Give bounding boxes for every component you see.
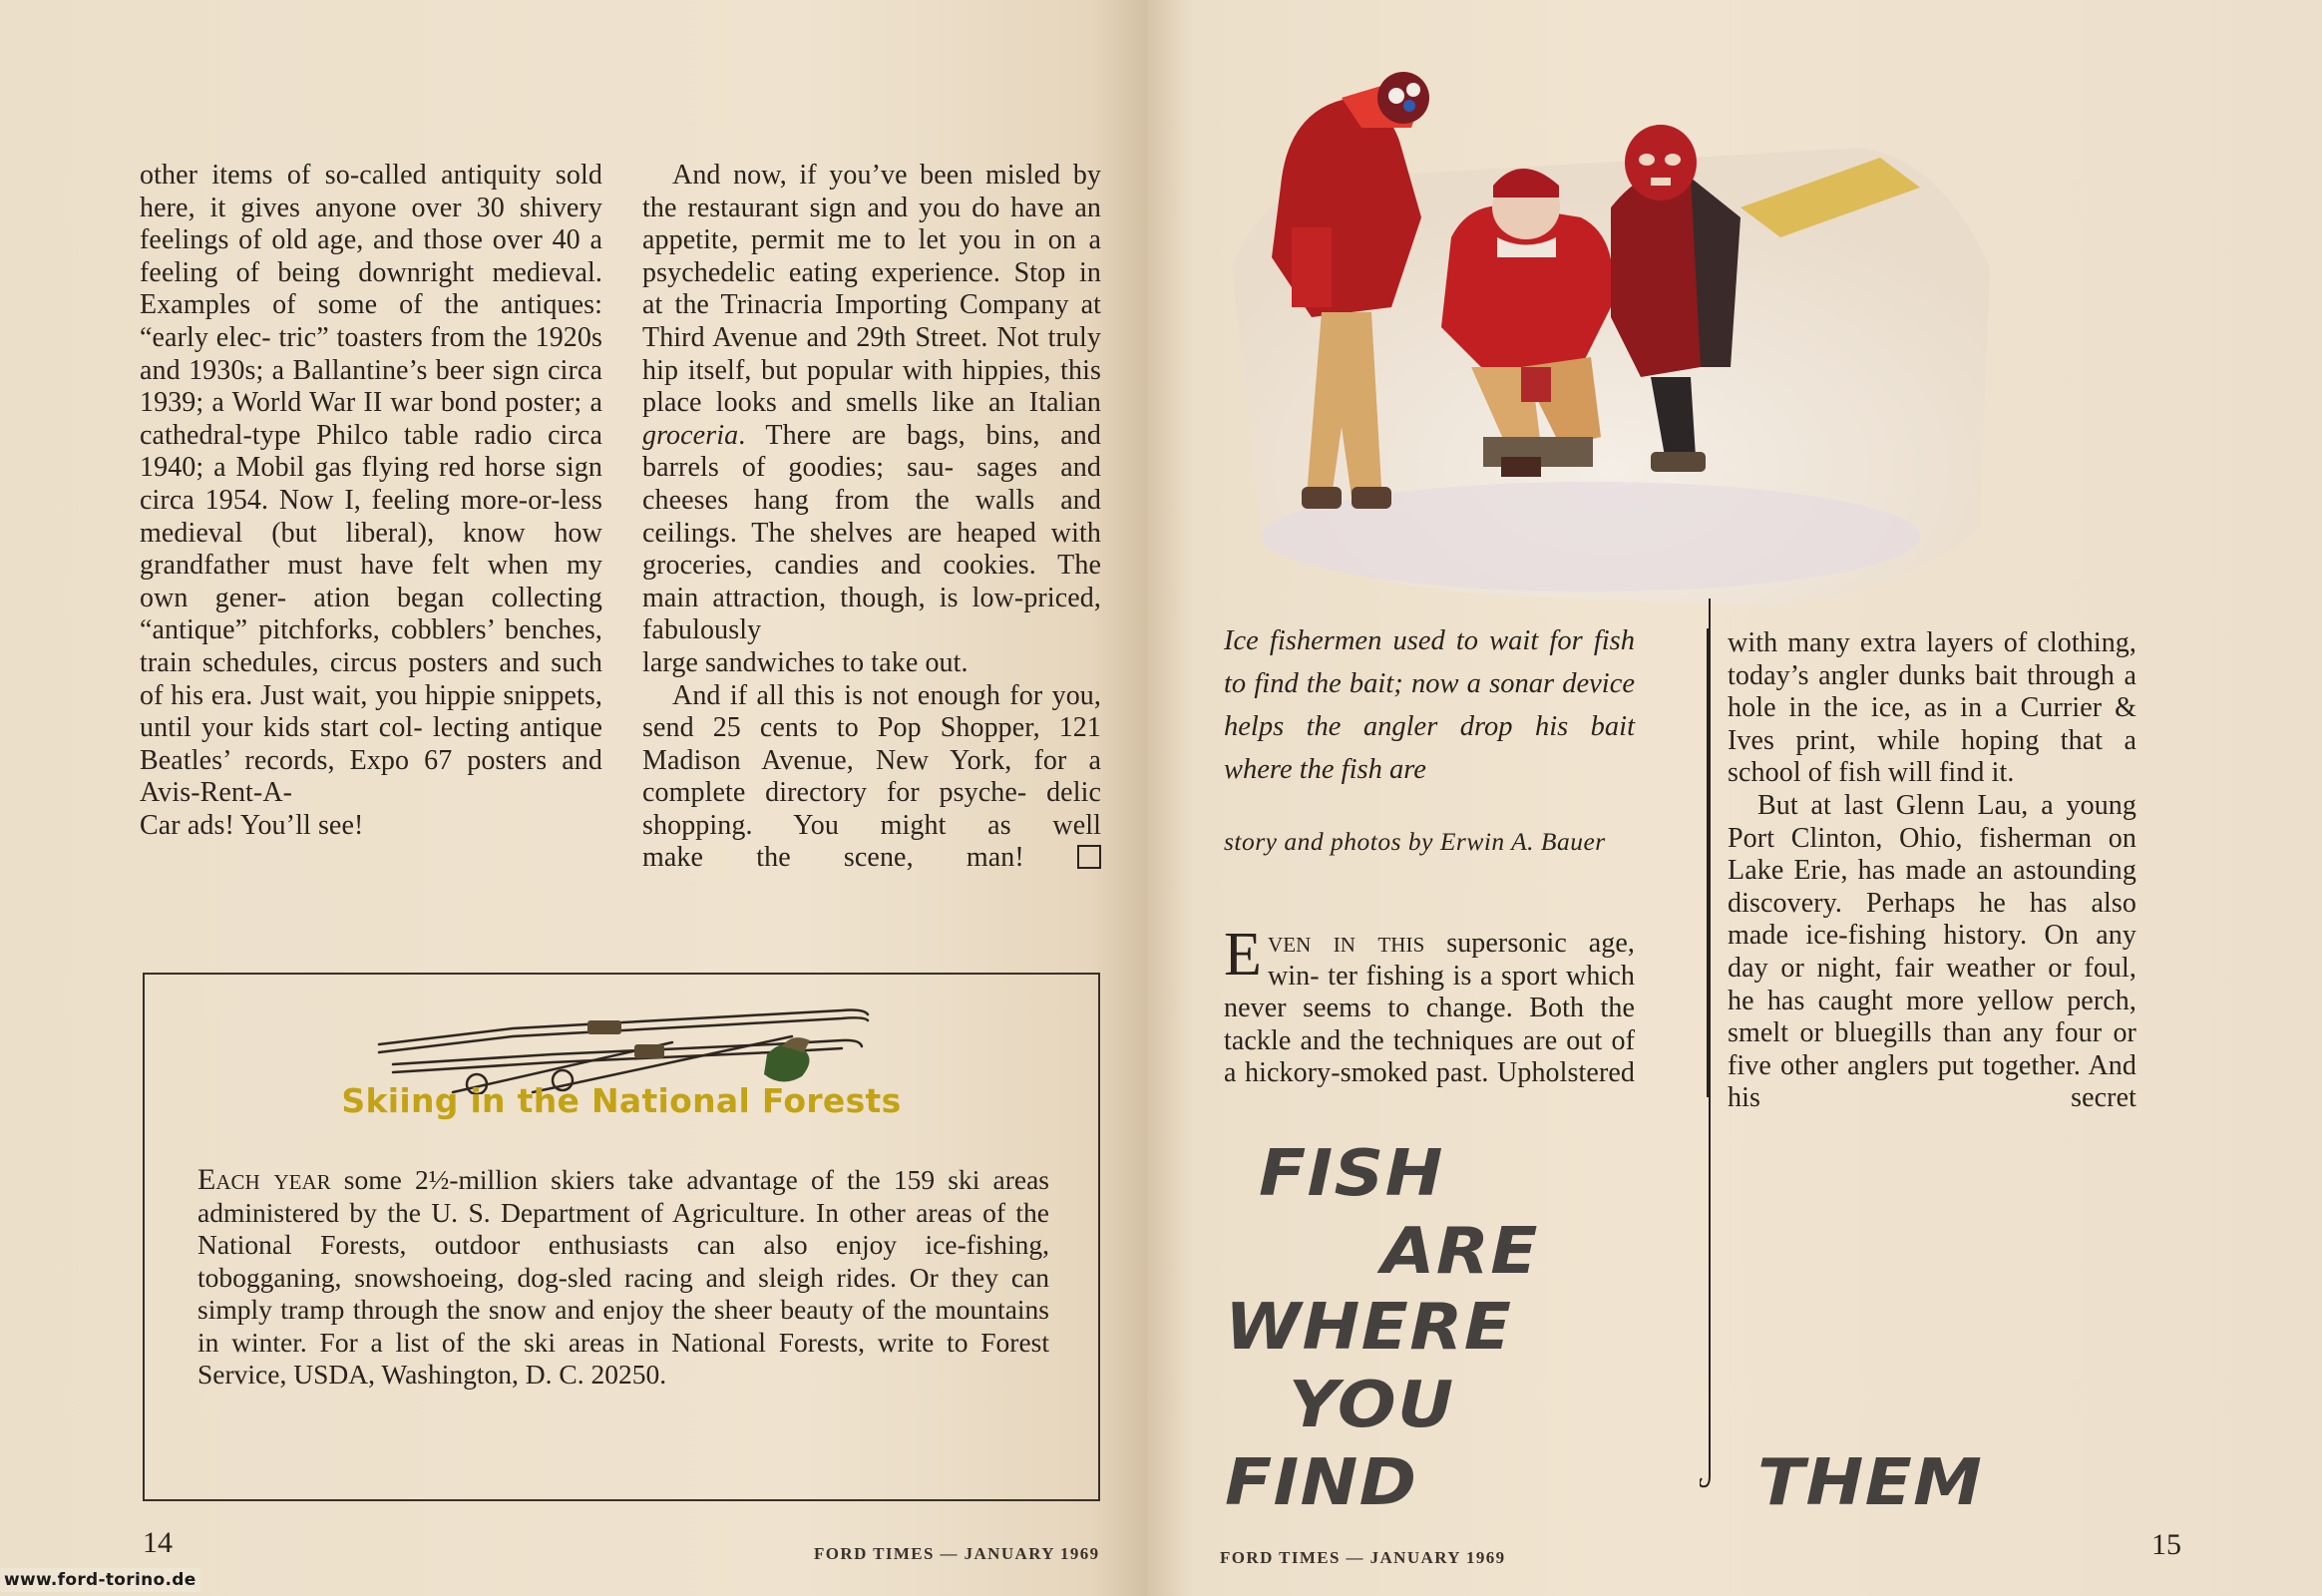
end-of-article-mark (1077, 845, 1101, 869)
text-line: Port Clinton, Ohio, fisherman on (1728, 822, 2136, 854)
text-line: sold here, it gives anyone over 30 (140, 160, 602, 223)
drop-cap: E (1224, 921, 1262, 989)
text-line: snippets, until your kids start col- (140, 679, 602, 744)
text-line: Importing Company at Third (642, 289, 1101, 353)
text-line: discovery. Perhaps he has also made (1728, 887, 2136, 952)
text-line: you, send 25 cents to Pop Shopper, (642, 679, 1101, 744)
intro-paragraph (1224, 921, 1635, 1090)
right-page (1147, 0, 2322, 1596)
text-line: schedules, circus posters and such (201, 646, 602, 678)
footer-left: FORD TIMES — JANUARY 1969 (814, 1544, 1100, 1563)
sidebar-lead: Each year (197, 1163, 331, 1196)
column-2-paragraph-1 (642, 160, 1101, 647)
text-line: for a complete directory for psyche- (642, 744, 1102, 809)
text-line: night, fair weather or foul, he has (1728, 952, 2136, 1016)
text-line: walls and ceilings. The shelves are (642, 484, 1101, 549)
caption-line: Ice fishermen used to wait for fish (1224, 625, 1635, 656)
byline: story and photos by Erwin A. Bauer (1224, 827, 1606, 856)
left-column-2 (642, 160, 1101, 875)
text-line: hole in the ice, as in a Currier & (1728, 692, 2136, 724)
text-line: tric” toasters from the 1920s and (140, 321, 603, 386)
text-line: 1930s; a Ballantine’s beer sign circa (189, 354, 602, 386)
text-line: And now, if you’ve been misled (672, 160, 1061, 191)
text-line: you in on a psychedelic eating (642, 224, 1101, 288)
text-line: bins, and barrels of goodies; sau- (642, 419, 1101, 484)
text-line: supersonic age, win- (1267, 928, 1635, 992)
text-line: cookies. The main attraction, (642, 550, 1101, 613)
ice-fishermen-photo (1222, 68, 1990, 626)
intro-smallcaps: ven in this (1267, 926, 1425, 959)
closing-line (642, 842, 1101, 875)
caption-line: to find the bait; now a sonar device (1224, 668, 1635, 699)
text-line: of his era. Just wait, you hippie (140, 679, 496, 711)
title-word-you: YOU (1289, 1369, 1455, 1442)
text-line: Italian (1028, 387, 1102, 419)
text-line: lecting antique Beatles’ records, (140, 712, 602, 776)
text-line: school of fish will find it. (1728, 757, 2015, 789)
fishing-line-with-hook (1700, 598, 1720, 1496)
text-line: hip itself, but popular with hippies, (642, 354, 1051, 386)
italic-word: groceria (642, 419, 739, 451)
text-line: Avenue and 29th Street. Not truly (712, 321, 1102, 353)
text-line: by the restaurant sign and you do (642, 160, 1102, 223)
text-line: Ives print, while hoping that a (1728, 724, 2136, 756)
text-line: some of the antiques: “early elec- (140, 289, 602, 353)
title-word-where: WHERE (1225, 1291, 1513, 1365)
text-line: today’s angler dunks bait through a (1728, 659, 2136, 691)
text-line: And if all this is not enough for (672, 679, 1043, 711)
caption-line: where the fish are (1224, 754, 1426, 785)
text-line: Lake Erie, has made an astounding (1728, 855, 2136, 887)
text-line: bluegills than any four or five other (1728, 1017, 2136, 1081)
text-line: have an appetite, permit me to let (642, 192, 1101, 256)
text-line: Car ads! You’ll see! (140, 809, 364, 841)
website-watermark[interactable]: www.ford-torino.de (0, 1568, 200, 1592)
text-line: radio circa 1940; a Mobil gas flying (140, 419, 602, 484)
text-line: anglers put together. And his secret (1728, 1049, 2136, 1114)
text-line: heaped with groceries, candies and (642, 517, 1101, 582)
page-number-right: 15 (2151, 1528, 2181, 1561)
text-line: though, is low-priced, fabulously (642, 582, 1101, 646)
text-line: poster; a cathedral-type Philco table (140, 387, 602, 451)
text-line: ation began collecting “antique” (140, 582, 602, 646)
skiing-sidebar-box (143, 973, 1100, 1501)
right-column-paragraph-1 (1728, 627, 2136, 757)
right-column-paragraph-2 (1728, 790, 2136, 1115)
text-line: never seems to change. Both the (1224, 993, 1635, 1024)
title-word-are: ARE (1381, 1215, 1539, 1289)
right-column (1728, 627, 2136, 1115)
text-line: 121 Madison Avenue, New York, (642, 712, 1101, 776)
photo-caption (1224, 619, 1635, 791)
title-word-fish: FISH (1259, 1137, 1444, 1211)
text-line: pitchforks, cobblers’ benches, train (140, 614, 602, 678)
title-word-find: FIND (1225, 1446, 1418, 1520)
sidebar-title: Skiing in the National Forests (341, 1081, 902, 1120)
text-line: experience. Stop in at the Trinacria (642, 256, 1101, 321)
text-line: Expo 67 posters and Avis-Rent-A- (140, 744, 602, 809)
text-line: shivery feelings of old age, and (140, 192, 602, 256)
text-line: sages and cheeses hang from the (642, 452, 1101, 516)
text-line: large sandwiches to take out. (642, 646, 968, 678)
text-line: those over 40 a feeling of being (140, 224, 602, 288)
text-line: ter fishing is a sport which (1328, 960, 1635, 992)
sidebar-body (197, 1164, 1049, 1392)
text-line: tackle and the techniques are out of (1224, 1024, 1635, 1056)
text-line: ice-fishing history. On any day or (1728, 920, 2136, 984)
title-word-them: THEM (1757, 1446, 1984, 1520)
text-line: . There are bags, (738, 419, 966, 451)
left-column-1 (140, 160, 602, 842)
text-line: other items of so-called antiquity (140, 160, 542, 191)
left-page (0, 0, 1147, 1596)
caption-line: helps the angler drop his bait (1224, 711, 1635, 742)
column-1-paragraph (140, 160, 602, 810)
text-line: liberal), know how grandfather (140, 517, 602, 582)
text-line: 1939; a World War II war bond (140, 387, 498, 419)
text-line: But at last Glenn Lau, a young (1757, 789, 2136, 821)
footer-right: FORD TIMES — JANUARY 1969 (1220, 1548, 1506, 1567)
text-line: this place looks and smells like an (642, 354, 1101, 419)
column-2-paragraph-2 (642, 680, 1101, 843)
text-line: feeling more-or-less medieval (but (140, 484, 602, 549)
text-line: caught more yellow perch, smelt or (1728, 985, 2136, 1049)
text-line: red horse sign circa 1954. Now I, (140, 452, 602, 516)
page-number-left: 14 (143, 1526, 173, 1559)
skis-and-poles-illustration (373, 997, 872, 1094)
text-line: must have felt when my own gener- (140, 550, 602, 613)
intro-text (1224, 921, 1635, 1090)
text-line: downright medieval. Examples of (140, 256, 603, 321)
text-line: delic shopping. You might as well (642, 777, 1101, 841)
text-line: make the scene, man! (642, 842, 1024, 874)
text-line: a hickory-smoked past. Upholstered (1224, 1057, 1635, 1089)
text-line: with many extra layers of clothing, (1728, 627, 2136, 658)
sidebar-text: some 2½-million skiers take advantage of the 159 ski areas administered by the U. S. Department of Agriculture. In other areas of the National Forests, outdoor enthusiasts can also enjoy ice-fishing, tobogganing, snowshoeing, dog-sled racing and sleigh rides. Or they can simply tramp through the snow and enjoy the sheer beauty of the mountains in winter. For a list of the ski areas in National Forests, write to Forest Service, USDA, Washington, D. C. 20250. (197, 1164, 1049, 1390)
